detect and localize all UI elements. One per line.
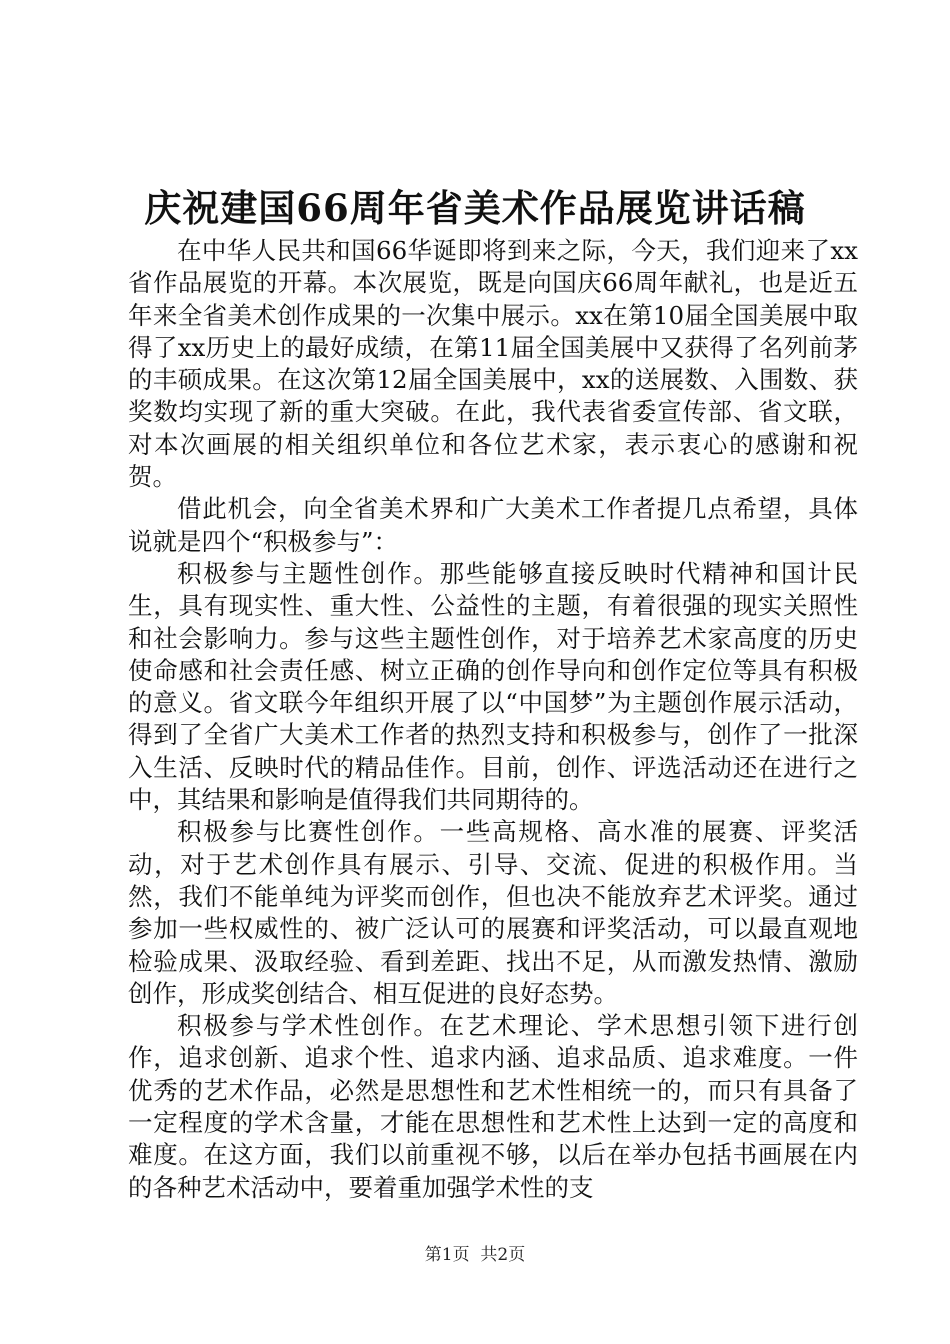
paragraph-hopes: 借此机会，向全省美术界和广大美术工作者提几点希望，具体说就是四个“积极参与”： [128,494,858,556]
paragraph-academic-creation: 积极参与学术性创作。在艺术理论、学术思想引领下进行创作，追求创新、追求个性、追求内涵、追求品质、追求难度。一件优秀的艺术作品，必然是思想性和艺术性相统一的，而只有具备了一定程度的学术含量，才能在思想性和艺术性上达到一定的高度和难度。在这方面，我们以前重视不够，以后在举办包括书画展在内的各种艺术活动中，要着重加强学术性的支 [128,1011,858,1202]
page-number: 第1页 共2页 [424,1245,526,1265]
paragraph-competition-creation: 积极参与比赛性创作。一些高规格、高水准的展赛、评奖活动，对于艺术创作具有展示、引导、交流、促进的积极作用。当然，我们不能单纯为评奖而创作，但也决不能放弃艺术评奖。通过参加一些权威性的、被广泛认可的展赛和评奖活动，可以最直观地检验成果、汲取经验、看到差距、找出不足，从而激发热情、激励创作，形成奖创结合、相互促进的良好态势。 [128,817,858,1008]
document-body [128,235,858,1204]
paragraph-theme-creation: 积极参与主题性创作。那些能够直接反映时代精神和国计民生，具有现实性、重大性、公益性的主题，有着很强的现实关照性和社会影响力。参与这些主题性创作，对于培养艺术家高度的历史使命感和社会责任感、树立正确的创作导向和创作定位等具有积极的意义。省文联今年组织开展了以“中国梦”为主题创作展示活动，得到了全省广大美术工作者的热烈支持和积极参与，创作了一批深入生活、反映时代的精品佳作。目前，创作、评选活动还在进行之中，其结果和影响是值得我们共同期待的。 [128,558,858,815]
paragraph-intro: 在中华人民共和国66华诞即将到来之际，今天，我们迎来了xx省作品展览的开幕。本次展览，既是向国庆66周年献礼，也是近五年来全省美术创作成果的一次集中展示。xx在第10届全国美展中取得了xx历史上的最好成绩，在第11届全国美展中又获得了名列前茅的丰硕成果。在这次第12届全国美展中，xx的送展数、入围数、获奖数均实现了新的重大突破。在此，我代表省委宣传部、省文联，对本次画展的相关组织单位和各位艺术家，表示衷心的感谢和祝贺。 [128,236,858,492]
page-footer [0,1243,950,1267]
document-title: 庆祝建国66周年省美术作品展览讲话稿 [144,186,806,230]
